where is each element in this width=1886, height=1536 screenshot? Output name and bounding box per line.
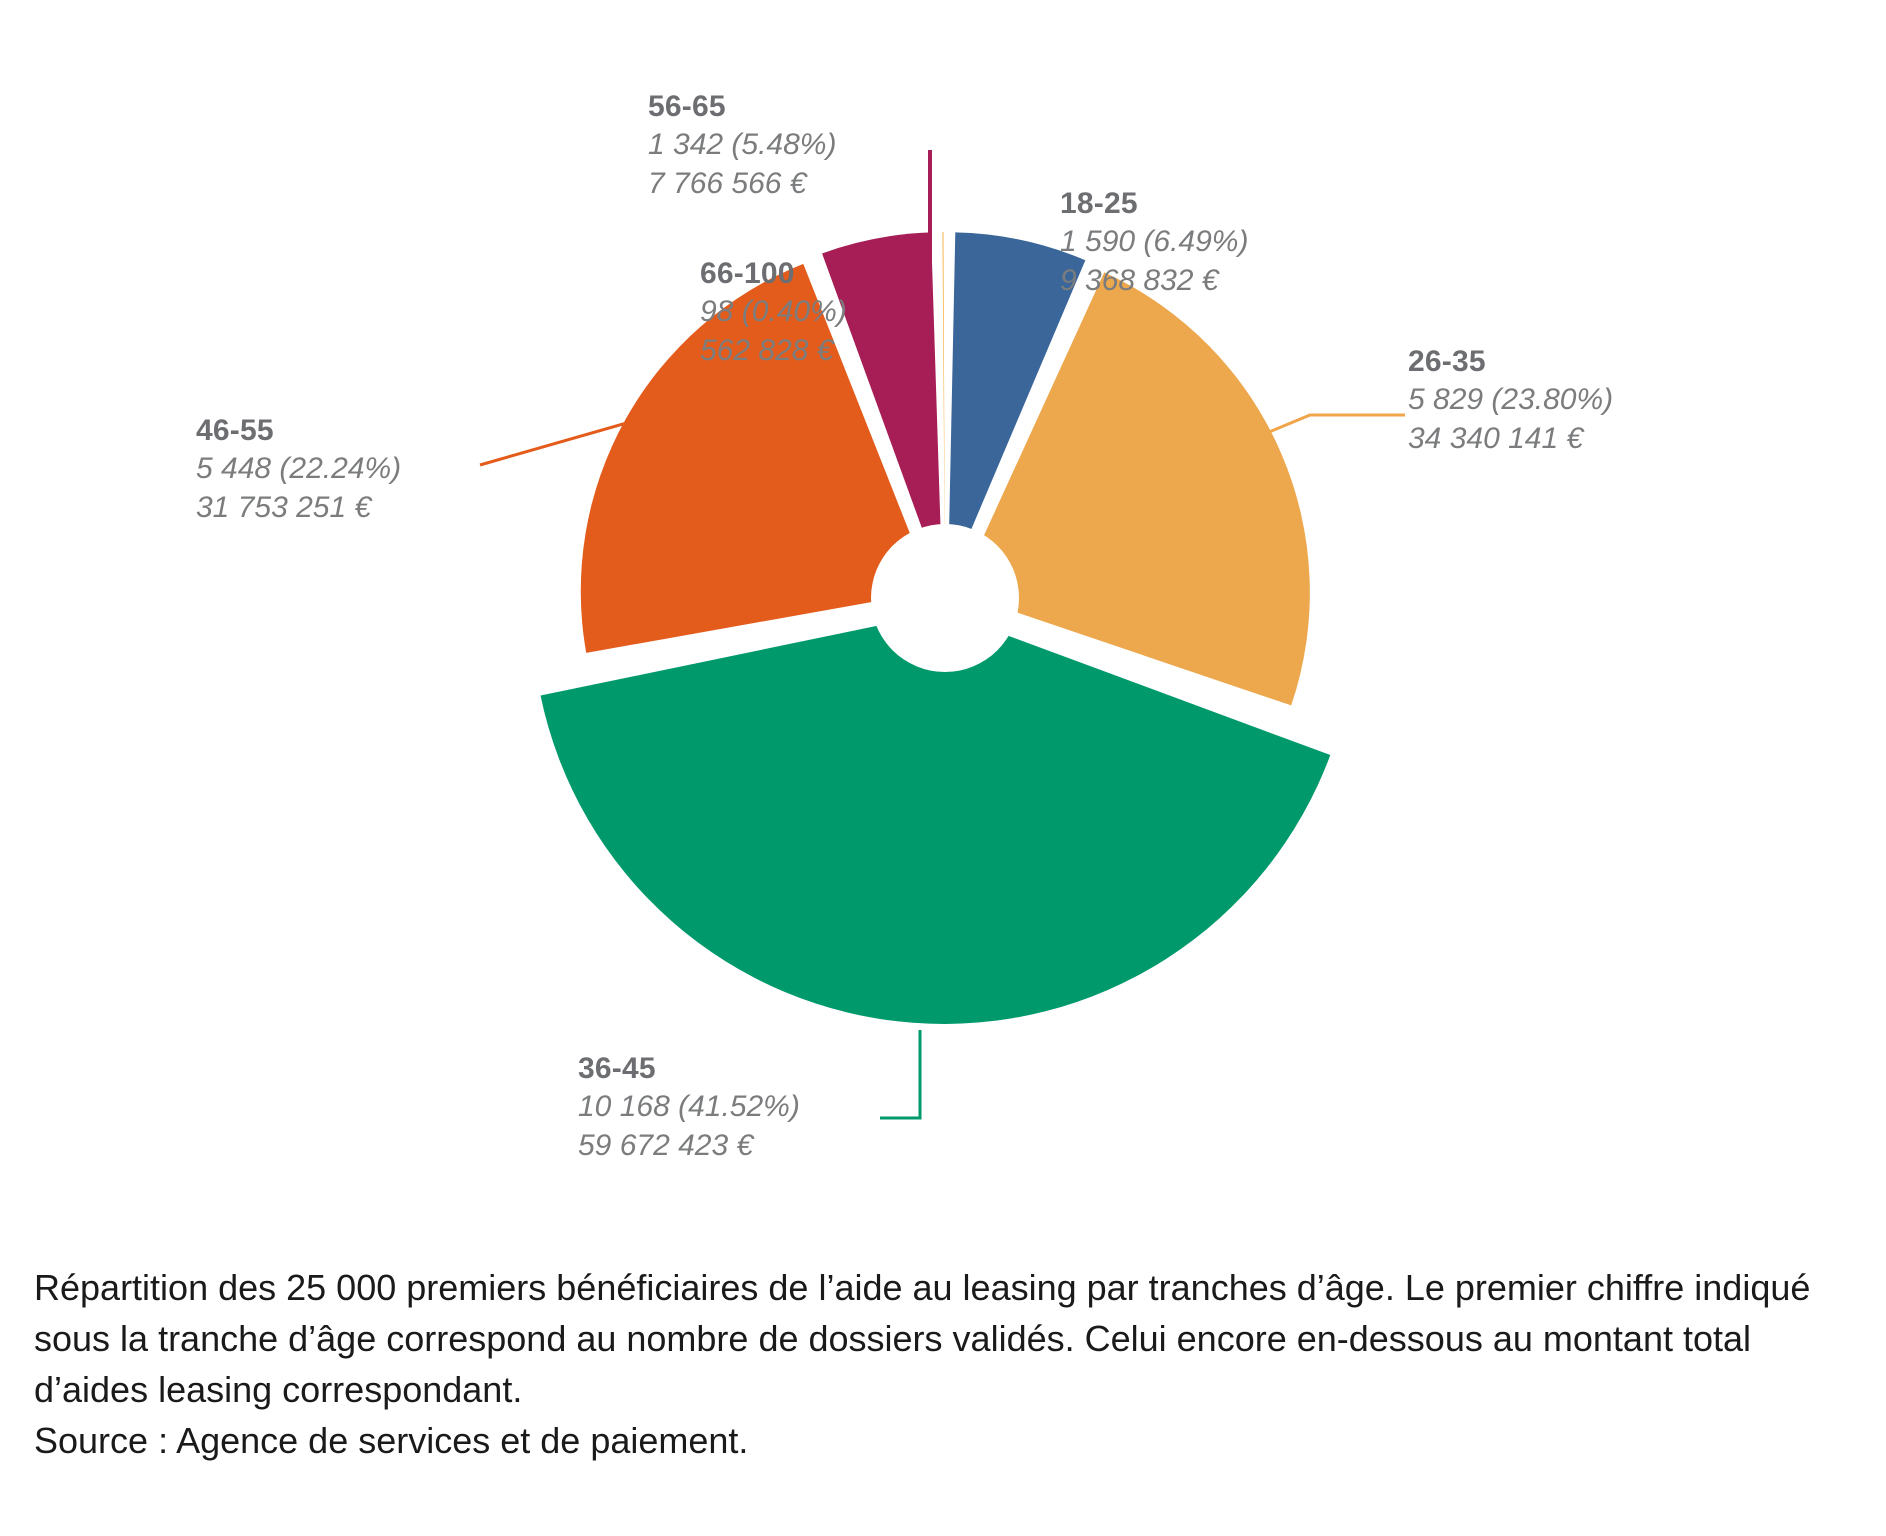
- slice-label-36-45: [578, 1050, 800, 1165]
- slice-label-56-65: [648, 88, 836, 203]
- slice-label-26-35: [1408, 343, 1613, 458]
- slice-label-56-65-count: 1 342 (5.48%): [648, 128, 837, 162]
- caption-source: Source : Agence de services et de paiement.: [34, 1420, 749, 1462]
- slice-label-56-65-title: 56-65: [648, 90, 726, 123]
- slice-label-46-55-amount: 31 753 251 €: [196, 490, 372, 524]
- slice-label-26-35-title: 26-35: [1408, 345, 1486, 378]
- donut-hole: [871, 524, 1019, 672]
- slice-label-56-65-amount: 7 766 566 €: [648, 166, 807, 200]
- slice-label-26-35-amount: 34 340 141 €: [1408, 421, 1584, 455]
- slice-label-66-100-amount: 562 828 €: [700, 333, 834, 367]
- slice-label-36-45-title: 36-45: [578, 1052, 656, 1085]
- slice-label-66-100: [700, 255, 847, 370]
- slice-label-18-25-amount: 9 368 832 €: [1060, 263, 1219, 297]
- slice-label-18-25-title: 18-25: [1060, 187, 1138, 220]
- slice-label-66-100-title: 66-100: [700, 257, 795, 290]
- caption-description: Répartition des 25 000 premiers bénéficiaires de l’aide au leasing par tranches d’âge. Le premier chiffre indiqué sous la tranche d’âge correspond au nombre de dossiers validés. Celui encore en-dessous au montant total d’aides leasing correspondant.: [34, 1267, 1811, 1411]
- slice-label-36-45-amount: 59 672 423 €: [578, 1128, 754, 1162]
- slice-label-46-55: [196, 412, 401, 527]
- leader-line-36-45: [880, 1030, 920, 1118]
- slice-label-46-55-count: 5 448 (22.24%): [196, 452, 402, 486]
- chart-caption: [34, 1262, 1844, 1466]
- slice-label-18-25-count: 1 590 (6.49%): [1060, 225, 1249, 259]
- slice-label-36-45-count: 10 168 (41.52%): [578, 1090, 800, 1124]
- slice-label-26-35-count: 5 829 (23.80%): [1408, 383, 1614, 417]
- slice-label-46-55-title: 46-55: [196, 414, 274, 447]
- slice-label-66-100-count: 98 (0.40%): [700, 295, 847, 329]
- slice-label-18-25: [1060, 185, 1248, 300]
